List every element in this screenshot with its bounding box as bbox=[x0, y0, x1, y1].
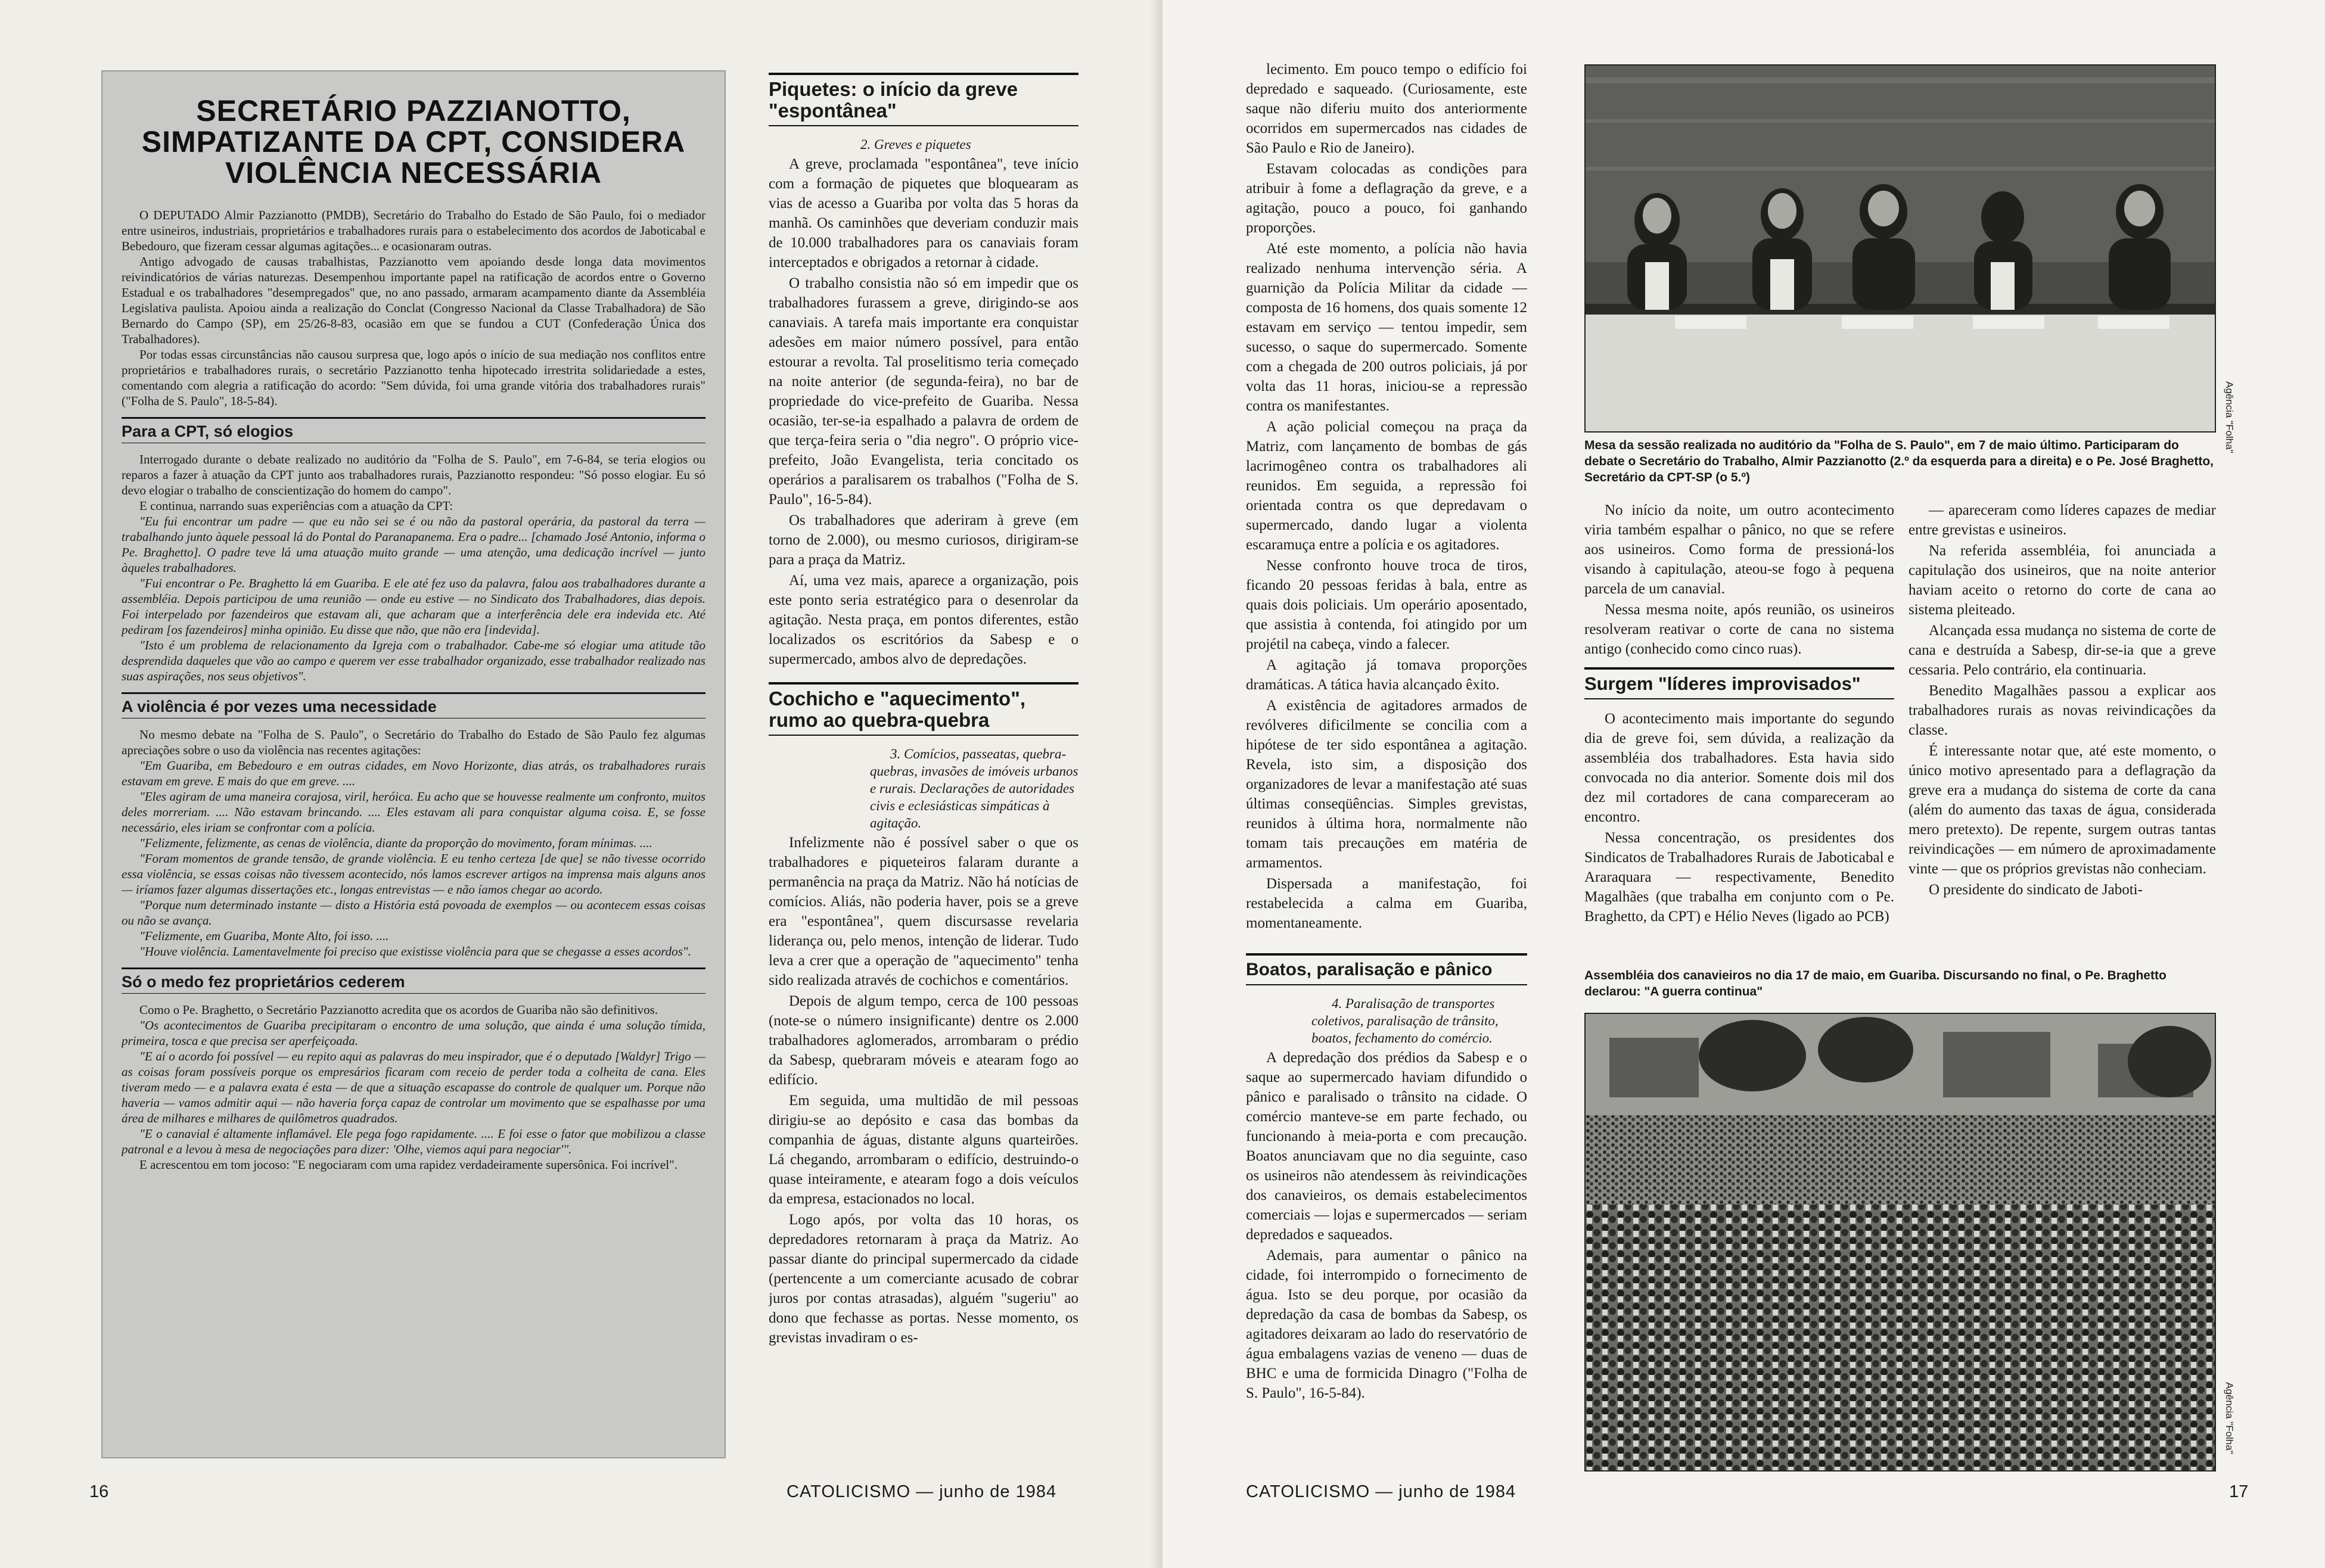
paragraph: "Eles agiram de uma maneira corajosa, viril, heróica. Eu acho que se houvesse realmente um confronto, muitos deles morreriam. .... Não estavam brincando. .... Eles estavam ali para conquistar alguma coisa. E, se fosse necessário, eles iriam se confrontar com a polícia. bbox=[122, 789, 705, 835]
paragraph: Nessa mesma noite, após reunião, os usineiros resolveram reativar o corte de cana no sistema antigo (conhecido como cinco ruas). bbox=[1584, 602, 1894, 657]
page-number: 17 bbox=[2229, 1482, 2249, 1501]
paragraph: Logo após, por volta das 10 horas, os depredadores retornaram à praça da Matriz. Ao passar diante do principal supermercado da cidade (pertencente a um comerciante acusado de cobrar juros por contas atrasadas), alguém "sugeriu" ao dono que fechasse as portas. Nesse momento, os grevistas invadiram o es- bbox=[769, 1212, 1078, 1346]
section-head-cochicho: Cochicho e "aquecimento", rumo ao quebra-quebra bbox=[769, 682, 1078, 736]
paragraph: O DEPUTADO Almir Pazzianotto (PMDB), Secretário do Trabalho do Estado de São Paulo, foi o mediador entre usineiros, industriais, proprietários e trabalhadores rurais para o estabelecimento dos acordos de Jaboticabal e Bebedouro, que fizeram cessar algumas agitações... e ocasionaram outras. bbox=[122, 208, 705, 253]
paragraph: O acontecimento mais importante do segundo dia de greve foi, sem dúvida, a realização da assembléia dos trabalhadores. Esta havia sido convocada no dia anterior. Somente dois mil dos dez mil cortadores de cana compareceram ao encontro. bbox=[1584, 711, 1894, 825]
paragraph: "Eu fui encontrar um padre — que eu não sei se é ou não da pastoral operária, da pastoral da terra — trabalhando junto àquele pessoal lá do Pontal do Paranapanema. Era o padre... [chamado José Antonio, informa o Pe. Braghetto]. O padre teve lá uma atuação muito grande — uma atenção, uma dedicação incrível — junto àqueles trabalhadores. bbox=[122, 514, 705, 575]
section-medo-body bbox=[122, 1002, 705, 1172]
paragraph: A existência de agitadores armados de revólveres dificilmente se concilia com a hipótese de ter sido espontânea a agitação. Revela, isto sim, a disposição dos organizadores de levar a manifestação até suas últimas conseqüências. Simples grevistas, reunidos à última hora, normalmente não tomam tais precauções em matéria de armamentos. bbox=[1246, 698, 1527, 871]
photo2-caption: Assembléia dos canavieiros no dia 17 de maio, em Guariba. Discursando no final, o Pe. Braghetto declarou: "A guerra continua" bbox=[1584, 969, 2167, 998]
subtitle-greves: 2. Greves e piquetes bbox=[860, 137, 971, 152]
paragraph: lecimento. Em pouco tempo o edifício foi depredado e saqueado. (Curiosamente, este saque não diferiu muito dos anteriormente ocorridos em supermercados nas cidades de São Paulo e Rio de Janeiro). bbox=[1246, 61, 1527, 156]
section-head-lideres: Surgem "líderes improvisados" bbox=[1584, 667, 1894, 699]
section-head-violencia: A violência é por vezes uma necessidade bbox=[122, 692, 705, 718]
photo1-caption: Mesa da sessão realizada no auditório da "Folha de S. Paulo", em 7 de maio último. Participaram do debate o Secretário do Trabalho, Almir Pazzianotto (2.º da esquerda para a direita) e o Pe. José Braghetto, Secretário da CPT-SP (o 5.º) bbox=[1584, 438, 2214, 484]
paragraph: Antigo advogado de causas trabalhistas, Pazzianotto vem apoiando desde longa data movimentos reivindicatórios de várias naturezas. Desempenhou importante papel na ratificação de acordos entre o Governo Estadual e os trabalhadores "desempregados" que, no ano passado, armaram acampamento diante da Assembléia Legislativa paulista. Apoiou ainda a realização do Conclat (Congresso Nacional da Classe Trabalhadora) de São Bernardo do Campo (SP), em 25/26-8-83, ocasião em que se fundou a CUT (Confederação Única dos Trabalhadores). bbox=[122, 254, 705, 346]
paragraph: O presidente do sindicato de Jaboti- bbox=[1929, 882, 2143, 898]
paragraph: A depredação dos prédios da Sabesp e o saque ao supermercado haviam difundido o pânico e paralisado o trânsito na cidade. O comércio manteve-se em parte fechado, ou funcionando à meia-porta e com precaução. Boatos anunciavam que no dia seguinte, caso os usineiros não atendessem às reivindicações dos canavieiros, os demais estabelecimentos comerciais — lojas e supermercados — seriam depredados e saqueados. bbox=[1246, 1050, 1527, 1243]
paragraph: É interessante notar que, até este momento, o único motivo apresentado para a deflagração da greve era a mudança do sistema de corte da cana (além do aumento das taxas de água, considerada mero pretexto). De repente, surgem outras tantas reivindicações — em número de aproximadamente vinte — que os próprios grevistas não conheciam. bbox=[1909, 743, 2216, 877]
paragraph: "Os acontecimentos de Guariba precipitaram o encontro de uma solução, que ainda é uma solução tímida, primeira, tosca e que precisa ser aperfeiçoada. bbox=[122, 1018, 705, 1048]
right-page bbox=[1162, 0, 2325, 1568]
paragraph: Benedito Magalhães passou a explicar aos trabalhadores rurais as novas reivindicações da classe. bbox=[1909, 683, 2216, 738]
paragraph: E continua, narrando suas experiências com a atuação da CPT: bbox=[139, 499, 453, 513]
right-column-1-top bbox=[1246, 60, 1527, 941]
page-footer: CATOLICISMO — junho de 1984 bbox=[787, 1482, 1057, 1501]
paragraph: Nessa concentração, os presidentes dos Sindicatos de Trabalhadores Rurais de Jaboticabal e Araraquara — respectivamente, Benedito Magalhães (que trabalha em conjunto com o Pe. Braghetto, da CPT) e Hélio Neves (ligado ao PCB) bbox=[1584, 830, 1894, 925]
paragraph: Até este momento, a polícia não havia realizado nenhuma intervenção séria. A guarnição da Polícia Militar da cidade — composta de 16 homens, dos quais somente 12 estavam em serviço — tentou impedir, sem sucesso, o saque do supermercado. Somente com a chegada de 200 outros policiais, já por volta das 11 horas, iniciou-se a repressão contra os manifestantes. bbox=[1246, 241, 1527, 414]
debate-photo-image bbox=[1586, 66, 2216, 433]
paragraph: "Houve violência. Lamentavelmente foi preciso que existisse violência para que se chegasse a esses acordos". bbox=[139, 944, 691, 959]
paragraph: Na referida assembléia, foi anunciada a capitulação dos usineiros, que na noite anterior haviam aceito o retorno do corte de cana ao sistema pleiteado. bbox=[1909, 543, 2216, 618]
photo1-credit: Agência "Folha" bbox=[2224, 381, 2235, 453]
paragraph: Como o Pe. Braghetto, o Secretário Pazzianotto acredita que os acordos de Guariba não são definitivos. bbox=[139, 1003, 658, 1017]
section-head-piquetes: Piquetes: o início da greve "espontânea" bbox=[769, 73, 1078, 126]
paragraph: No mesmo debate na "Folha de S. Paulo", o Secretário do Trabalho do Estado de São Paulo fez algumas apreciações sobre o uso da violência nas recentes agitações: bbox=[122, 727, 705, 757]
paragraph: "Fui encontrar o Pe. Braghetto lá em Guariba. E ele até fez uso da palavra, falou aos trabalhadores durante a assembléia. Depois participou de uma reunião — onde eu estive — no Sindicato dos Trabalhadores, dias depois. Foi interpelado por fazendeiros que estavam ali, que acharam que a interferência dele era indevida etc. Até pediram [os fazendeiros] minha opinião. Eu disse que não, que não era [indevida]. bbox=[122, 576, 705, 637]
photo-assembly-crowd bbox=[1584, 1013, 2216, 1471]
crowd-photo-image bbox=[1586, 1014, 2216, 1471]
paragraph: No início da noite, um outro acontecimento viria também espalhar o pânico, no que se refere aos usineiros. Como forma de pressioná-los visando à capitulação, ateou-se fogo à pequena parcela de um canavial. bbox=[1584, 502, 1894, 597]
sidebar-headline: SECRETÁRIO PAZZIANOTTO, SIMPATIZANTE DA CPT, CONSIDERA VIOLÊNCIA NECESSÁRIA bbox=[141, 94, 686, 189]
paragraph: "E aí o acordo foi possível — eu repito aqui as palavras do meu inspirador, que é o deputado [Waldyr] Trigo — as coisas foram possíveis porque os empresários ficaram com receio de perder toda a colheita de cana. Eles tiveram medo — e a palavra exata é esta — de que a situação escapasse do controle de qualquer um. Porque não haveria — vamos admitir aqui — não haveria força capaz de controlar um movimento que se espalhasse por uma área de milhares e milhares de quilômetros quadrados. bbox=[122, 1049, 705, 1125]
paragraph: "Felizmente, em Guariba, Monte Alto, foi isso. .... bbox=[139, 929, 389, 943]
paragraph: Por todas essas circunstâncias não causou surpresa que, logo após o início de sua mediação nos conflitos entre proprietários e trabalhadores rurais, o secretário Pazzianotto tenha hipotecado irrestrita solidariedade a estes, comentando com alegria a ratificação do acordo: "Sem dúvida, foi uma grande vitória dos trabalhadores rurais" ("Folha de S. Paulo", 18-5-84). bbox=[122, 347, 705, 408]
paragraph: Ademais, para aumentar o pânico na cidade, foi interrompido o fornecimento de água. Isto se deu porque, por ocasião da depredação da casa de bombas da Sabesp, os agitadores deixaram ao lado do reservatório de água embalagens vazias de veneno — duas de BHC e uma de formicida Dinagro ("Folha de S. Paulo", 16-5-84). bbox=[1246, 1247, 1527, 1401]
noite-body bbox=[1584, 500, 1894, 659]
paragraph: A ação policial começou na praça da Matriz, com lançamento de bombas de gás lacrimogêneo contra os trabalhadores ali reunidos. Em seguida, a repressão foi orientada contra os que depredavam o supermercado, dando lugar a violenta escaramuça entre a polícia e os agitadores. bbox=[1246, 419, 1527, 553]
section-head-medo: Só o medo fez proprietários cederem bbox=[122, 967, 705, 994]
lideres-body bbox=[1584, 709, 1894, 926]
right-column-3 bbox=[1909, 500, 2216, 971]
paragraph: Infelizmente não é possível saber o que os trabalhadores e piqueteiros falaram durante a permanência na praça da Matriz. Não há notícias de comícios. Aliás, não poderia haver, pois se a greve era "espontânea", quem discursasse revelaria liderança ou, pelo menos, intenção de liderar. Tudo leva a crer que a operação de "aquecimento" tenha sido realizada através de cochichos e comentários. bbox=[769, 835, 1078, 988]
subtitle-comicios: 3. Comícios, passeatas, quebra-quebras, invasões de imóveis urbanos e rurais. Declarações de autoridades civis e eclesiásticas simpáticas à agitação. bbox=[870, 746, 1078, 830]
section-violencia-body bbox=[122, 727, 705, 959]
section-head-boatos: Boatos, paralisação e pânico bbox=[1246, 953, 1527, 985]
paragraph: Nesse confronto houve troca de tiros, ficando 20 pessoas feridas à bala, entre as quais dois policiais. Um operário aposentado, que assistia à contenda, foi atingido por um projétil na cabeça, vindo a falecer. bbox=[1246, 558, 1527, 652]
paragraph: A greve, proclamada "espontânea", teve início com a formação de piquetes que bloquearam as vias de acesso a Guariba por volta das 5 horas da manhã. Os caminhões que deveriam conduzir mais de 10.000 trabalhadores para os canaviais foram interceptados e obrigados a retornar à cidade. bbox=[769, 156, 1078, 270]
photo-debate-panel bbox=[1584, 64, 2216, 433]
photo2-credit: Agência "Folha" bbox=[2224, 1382, 2235, 1454]
paragraph: "Foram momentos de grande tensão, de grande violência. E eu tenho certeza [de que] se não tivesse ocorrido essa violência, se essas coisas não tivessem acontecido, nós lamos escrever artigos na imprensa mais alguns anos — iríamos fazer algumas dissertações etc., longas entrevistas — e não íamos chegar ao acordo. bbox=[122, 851, 705, 897]
cochicho-body bbox=[769, 833, 1078, 1348]
right-column-2 bbox=[1584, 500, 1894, 971]
right-column-1-bottom bbox=[1246, 947, 1527, 1471]
subtitle-paralisacao: 4. Paralisação de transportes coletivos, paralisação de trânsito, boatos, fechamento do comércio. bbox=[1311, 996, 1499, 1046]
paragraph: "Em Guariba, em Bebedouro e em outras cidades, em Novo Horizonte, dias atrás, os trabalhadores rurais estavam em greve. E mais do que em greve. .... bbox=[122, 758, 705, 788]
page-number: 16 bbox=[89, 1482, 109, 1501]
paragraph: Depois de algum tempo, cerca de 100 pessoas (note-se o número insignificante) dentre os 2.000 trabalhadores aglomerados, arrombaram o prédio da Sabesp, quebraram móveis e atearam fogo ao edifício. bbox=[769, 993, 1078, 1088]
paragraph: E acrescentou em tom jocoso: "E negociaram com uma rapidez verdadeiramente supersônica. Foi incrível". bbox=[139, 1158, 677, 1172]
left-page bbox=[0, 0, 1162, 1568]
paragraph: Aí, uma vez mais, aparece a organização, pois este ponto seria estratégico para o desenrolar da agitação. Nesta praça, em pontos diferentes, estão localizados os escritórios da Sabesp e o supermercado, ambos alvo de depredações. bbox=[769, 573, 1078, 667]
paragraph: Estavam colocadas as condições para atribuir à fome a deflagração da greve, e a agitação, pouco a pouco, foi ganhando proporções. bbox=[1246, 161, 1527, 236]
paragraph: Os trabalhadores que aderiram à greve (em torno de 2.000), ou mesmo curiosos, dirigiram-se para a praça da Matriz. bbox=[769, 512, 1078, 568]
sidebar-intro bbox=[122, 207, 705, 409]
boatos-body bbox=[1246, 1048, 1527, 1403]
paragraph: "Porque num determinado instante — disto a História está povoada de exemplos — ou acontecem essas coisas ou não se avança. bbox=[122, 898, 705, 928]
sidebar-box bbox=[101, 70, 726, 1458]
page-footer: CATOLICISMO — junho de 1984 bbox=[1246, 1482, 1516, 1501]
paragraph: "E o canavial é altamente inflamável. Ele pega fogo rapidamente. .... E foi esse o fator que mobilizou a classe patronal e a levou à mesa de negociações para dizer: 'Olhe, viemos aqui para negociar'". bbox=[122, 1127, 705, 1156]
left-column-2 bbox=[769, 67, 1078, 1467]
section-head-elogios: Para a CPT, só elogios bbox=[122, 417, 705, 443]
section-elogios-body bbox=[122, 452, 705, 684]
paragraph: Em seguida, uma multidão de mil pessoas dirigiu-se ao depósito e casa das bombas da companhia de águas, distante alguns quarteirões. Lá chegando, arrombaram o edifício, destruindo-o quase inteiramente, e atearam fogo a dois veículos da empresa, estacionados no local. bbox=[769, 1093, 1078, 1207]
paragraph: — apareceram como líderes capazes de mediar entre grevistas e usineiros. bbox=[1909, 502, 2216, 538]
paragraph: Alcançada essa mudança no sistema de corte de cana e destruída a Sabesp, dir-se-ia que a greve cessaria. Pelo contrário, ela continuaria. bbox=[1909, 623, 2216, 678]
piquetes-body bbox=[769, 154, 1078, 669]
paragraph: "Felizmente, felizmente, as cenas de violência, diante da proporção do movimento, foram mínimas. .... bbox=[139, 836, 652, 850]
paragraph: A agitação já tomava proporções dramáticas. A tática havia alcançado êxito. bbox=[1246, 657, 1527, 693]
paragraph: "Isto é um problema de relacionamento da Igreja com o trabalhador. Cabe-me só elogiar uma atitude tão desprendida daqueles que vão ao campo e querem ver esse trabalhador organizado, esse trabalhador realizado nas suas aspirações, nos seus objetivos". bbox=[122, 638, 705, 683]
paragraph: Dispersada a manifestação, foi restabelecida a calma em Guariba, momentaneamente. bbox=[1246, 876, 1527, 931]
paragraph: O trabalho consistia não só em impedir que os trabalhadores furassem a greve, dirigindo-se aos canaviais. A tarefa mais importante era conquistar adesões em maior número possível, para então estourar a revolta. Tal proselitismo teria começado na noite anterior (de segunda-feira), no bar de propriedade do vice-prefeito de Guariba. Nessa ocasião, ter-se-ia espalhado a palavra de ordem de que terça-feira seria o "dia negro". O próprio vice-prefeito, João Evangelista, teria concitado os operários a paralisarem os trabalhos ("Folha de S. Paulo", 16-5-84). bbox=[769, 275, 1078, 508]
paragraph: Interrogado durante o debate realizado no auditório da "Folha de S. Paulo", em 7-6-84, se teria elogios ou reparos a fazer à atuação da CPT junto aos trabalhadores rurais, Pazzianotto respondeu: "Só posso elogiar. Eu só devo elogiar o trabalho de conscientização do homem do campo". bbox=[122, 452, 705, 497]
